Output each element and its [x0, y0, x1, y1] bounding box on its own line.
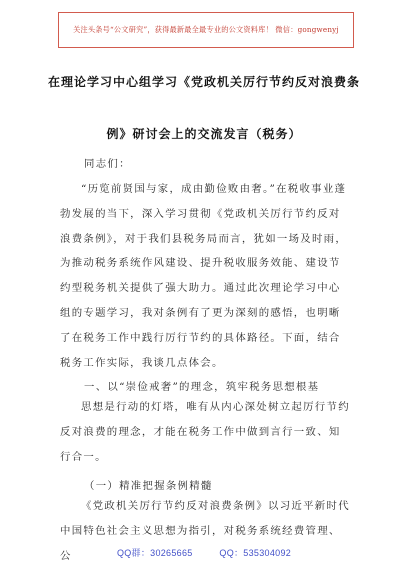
- paragraph-section-1: 思想是行动的灯塔，唯有从内心深处树立起厉行节约反对浪费的理念，才能在税务工作中做到言行一致、知行合一。: [60, 401, 350, 463]
- footer-contact: [0, 546, 408, 559]
- header-banner-text: 关注头条号“公文研究”，获得最新最全最专业的公文资料库！ 微信：gongwenyj: [73, 25, 339, 34]
- footer-qq: QQ：535304092: [219, 548, 292, 558]
- subheading-1: （一）精准把握条例精髓: [84, 480, 213, 492]
- paragraph-section-1-1: 《党政机关厉行节约反对浪费条例》以习近平新时代中国特色社会主义思想为指引，对税务系统经费管理、公: [60, 500, 350, 562]
- document-title-line-2: 例》研讨会上的交流发言（税务）: [106, 127, 302, 141]
- paragraph-intro: “历览前贤国与家，成由勤俭败由奢。”在税收事业蓬勃发展的当下，深入学习贯彻《党政机关厉行节约反对浪费条例》，对于我们县税务局而言，犹如一场及时雨，为推动税务系统作风建设、提升税收服务效能、建设节约型税务机关提供了强大助力。通过此次理论学习中心组的专题学习，我对条例有了更为深刻的感悟，也明晰了在税务工作中践行厉行节约的具体路径。下面，结合税务工作实际，我谈几点体会。: [60, 183, 348, 369]
- section-heading-1: 一、以“崇俭戒奢”的理念，筑牢税务思想根基: [84, 381, 320, 393]
- document-title-line-1: 在理论学习中心组学习《党政机关厉行节约反对浪费条: [47, 75, 360, 89]
- header-banner: [58, 12, 354, 48]
- salutation: 同志们：: [84, 158, 131, 170]
- footer-qq-group: QQ群：30265665: [116, 548, 193, 558]
